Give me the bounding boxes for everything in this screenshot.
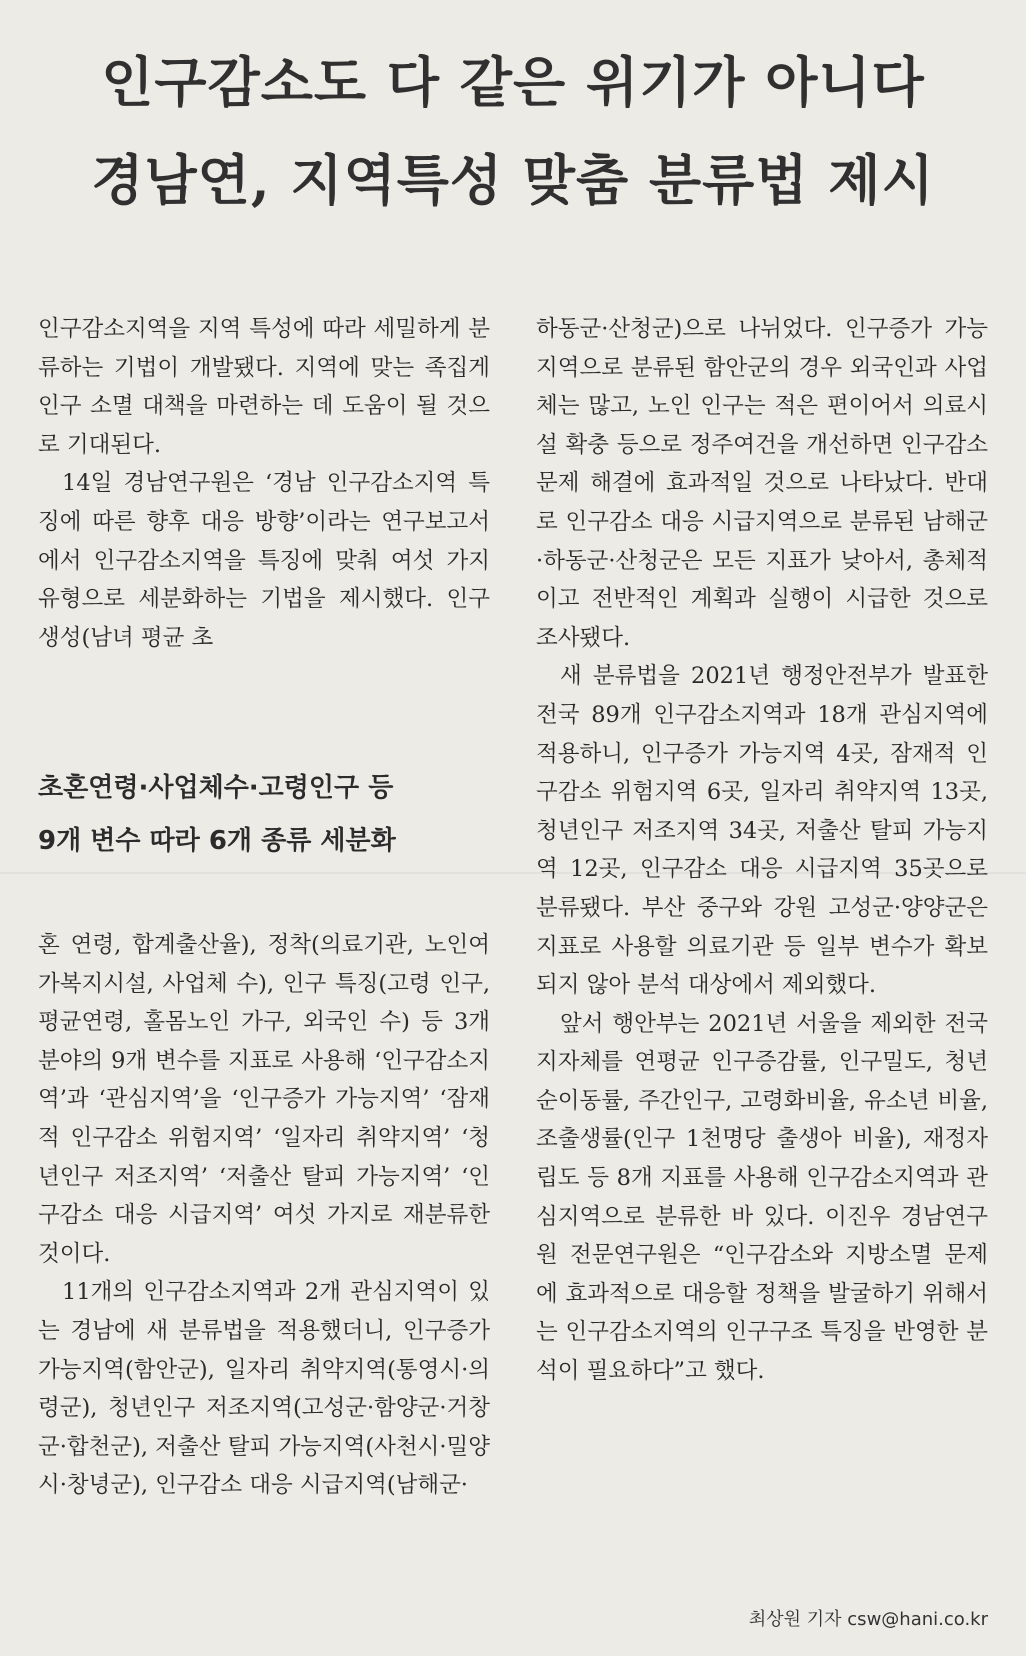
body-paragraph: 앞서 행안부는 2021년 서울을 제외한 전국 지자체를 연평균 인구증감률, 인구밀도, 청년 순이동률, 주간인구, 고령화비율, 유소년 비율, 조출생률(인구 1천명당 출생아 비율), 재정자립도 등 8개 지표를 사용해 인구감소지역과 관심지역으로 분류한 바 있다. 이진우 경남연구원 전문연구원은 “인구감소와 지방소멸 문제에 효과적으로 대응할 정책을 발굴하기 위해서는 인구감소지역의 인구구조 특징을 반영한 분석이 필요하다”고 했다. [536, 1010, 988, 1385]
body-paragraph: 14일 경남연구원은 ‘경남 인구감소지역 특징에 따른 향후 대응 방향’이라는 연구보고서에서 인구감소지역을 특징에 맞춰 여섯 가지 유형으로 세분화하는 기법을 제시했다. 인구 생성(남녀 평균 초 [38, 470, 490, 651]
subheading-line-1: 초혼연령·사업체수·고령인구 등 [38, 773, 394, 803]
subheading-line-2: 9개 변수 따라 6개 종류 세분화 [38, 826, 396, 856]
left-column-top [38, 310, 490, 657]
headline-line-1: 인구감소도 다 같은 위기가 아니다 [101, 50, 925, 114]
headline-line-2: 경남연, 지역특성 맞춤 분류법 제시 [91, 148, 935, 212]
body-paragraph: 11개의 인구감소지역과 2개 관심지역이 있는 경남에 새 분류법을 적용했더니, 인구증가 가능지역(함안군), 일자리 취약지역(통영시·의령군), 청년인구 저조지역(고성군·함양군·거창군·합천군), 저출산 탈피 가능지역(사천시·밀양시·창녕군), 인구감소 대응 시급지역(남해군· [38, 1279, 490, 1499]
body-paragraph: 하동군·산청군)으로 나뉘었다. 인구증가 가능지역으로 분류된 함안군의 경우 외국인과 사업체는 많고, 노인 인구는 적은 편이어서 의료시설 확충 등으로 정주여건을 개선하면 인구감소 문제 해결에 효과적일 것으로 나타났다. 반대로 인구감소 대응 시급지역으로 분류된 남해군·하동군·산청군은 모든 지표가 낮아서, 총체적이고 전반적인 계획과 실행이 시급한 것으로 조사됐다. [536, 316, 988, 651]
left-column-bottom [38, 926, 490, 1505]
subheading [38, 762, 490, 868]
body-paragraph: 인구감소지역을 지역 특성에 따라 세밀하게 분류하는 기법이 개발됐다. 지역에 맞는 족집게 인구 소멸 대책을 마련하는 데 도움이 될 것으로 기대된다. [38, 316, 490, 458]
body-paragraph: 새 분류법을 2021년 행정안전부가 발표한 전국 89개 인구감소지역과 18개 관심지역에 적용하니, 인구증가 가능지역 4곳, 잠재적 인구감소 위험지역 6곳, 일자리 취약지역 13곳, 청년인구 저조지역 34곳, 저출산 탈피 가능지역 12곳, 인구감소 대응 시급지역 35곳으로 분류됐다. 부산 중구와 강원 고성군·양양군은 지표로 사용할 의료기관 등 일부 변수가 확보되지 않아 분석 대상에서 제외했다. [536, 663, 988, 999]
body-paragraph: 혼 연령, 합계출산율), 정착(의료기관, 노인여가복지시설, 사업체 수), 인구 특징(고령 인구, 평균연령, 홀몸노인 가구, 외국인 수) 등 3개 분야의 9개 변수를 지표로 사용해 ‘인구감소지역’과 ‘관심지역’을 ‘인구증가 가능지역’ ‘잠재적 인구감소 위험지역’ ‘일자리 취약지역’ ‘청년인구 저조지역’ ‘저출산 탈피 가능지역’ ‘인구감소 대응 시급지역’ 여섯 가지로 재분류한 것이다. [38, 932, 490, 1267]
byline: 최상원 기자 csw@hani.co.kr [748, 1609, 988, 1630]
right-column [536, 310, 988, 1391]
